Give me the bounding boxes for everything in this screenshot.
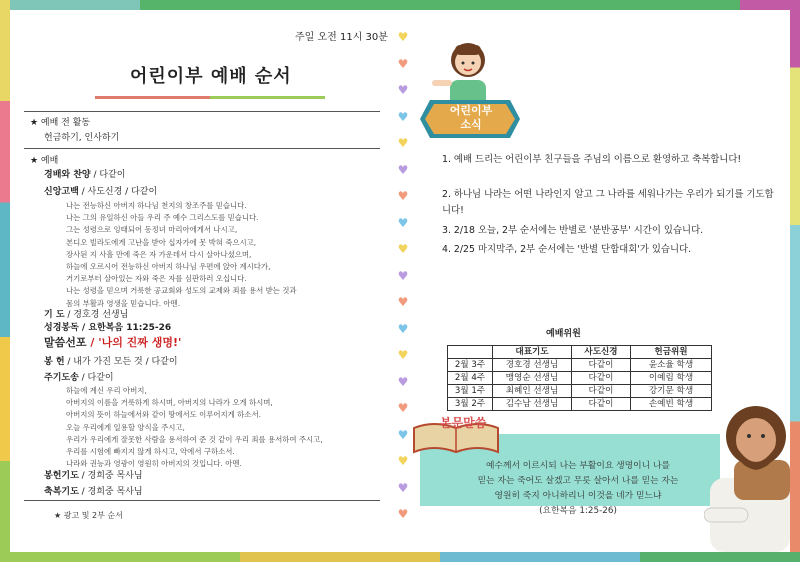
order-prayer	[44, 307, 128, 320]
order-title: 경배와 찬양	[44, 170, 91, 180]
verse-line: 예수께서 이르시되 나는 부활이요 생명이니 나를	[486, 461, 670, 471]
table-cell: 강기문 학생	[631, 385, 712, 398]
table-row	[448, 372, 712, 385]
table-header-cell	[448, 346, 493, 359]
prayer-line: 나라와 권능과 영광이 영원히 아버지의 것입니다. 아멘.	[66, 459, 242, 469]
order-title: 축복기도	[44, 487, 79, 497]
table-header-row	[448, 346, 712, 359]
heart-icon: ♥	[397, 189, 409, 203]
table-cell: 김수남 선생님	[493, 398, 572, 411]
badge-line: 소식	[460, 118, 482, 131]
heart-icon: ♥	[397, 507, 409, 521]
heart-icon: ♥	[397, 242, 409, 256]
order-title: 신앙고백	[44, 187, 79, 197]
creed-line: 하늘에 오르시어 전능하신 아버지 하나님 우편에 앉아 계시다가,	[66, 262, 271, 272]
prayer-line: 우리가 우리에게 잘못한 사람을 용서하여 준 것 같이 우리 죄를 용서하여 주시고,	[66, 434, 323, 444]
order-title: 봉 헌	[44, 357, 65, 367]
order-detail: / 다같이	[90, 170, 126, 180]
order-sermon	[44, 334, 181, 350]
order-detail: / 사도신경 / 다같이	[78, 187, 158, 197]
heart-icon: ♥	[397, 136, 409, 150]
order-offering-prayer	[44, 468, 143, 481]
creed-line: 몸의 부활과 영생을 믿습니다. 아멘.	[66, 298, 181, 308]
frame-right-stripe	[790, 0, 800, 562]
lords-prayer-text	[66, 385, 323, 470]
table-header-cell: 사도신경	[572, 346, 631, 359]
table-cell: 3월 2주	[448, 398, 493, 411]
order-benediction	[44, 484, 143, 497]
table-cell: 경호경 선생님	[493, 359, 572, 372]
heart-icon: ♥	[397, 427, 409, 442]
announcement-note: ★ 광고 및 2부 순서	[54, 511, 123, 520]
order-detail: / 경희중 목사님	[78, 487, 143, 497]
creed-line: 거기로부터 살아있는 자와 죽은 자를 심판하러 오십니다.	[66, 274, 247, 284]
table-cell: 2월 4주	[448, 372, 493, 385]
heart-icon: ♥	[397, 348, 409, 362]
prayer-line: 하늘에 계신 우리 아버지,	[66, 386, 147, 395]
frame-top-left-stripe	[0, 0, 140, 10]
heart-icon: ♥	[397, 56, 409, 71]
apostles-creed-text	[66, 200, 297, 310]
order-title: 말씀선포	[44, 336, 87, 349]
pre-worship-content: 헌금하기, 인사하기	[44, 133, 120, 143]
table-cell: 2월 3주	[448, 359, 493, 372]
prayer-line: 아버지의 이름을 거룩하게 하시며, 아버지의 나라가 오게 하시며,	[66, 398, 273, 408]
creed-line: 그는 성령으로 잉태되어 동정녀 마리아에게서 나시고,	[66, 225, 238, 235]
prayer-line: 아버지의 뜻이 하늘에서와 같이 땅에서도 이루어지게 하소서.	[66, 410, 261, 420]
order-praise	[44, 167, 125, 180]
heart-divider	[396, 30, 410, 534]
verse-text	[428, 459, 728, 519]
order-title: 봉헌기도	[44, 471, 79, 481]
duty-title: 예배위원	[546, 329, 581, 339]
heart-icon: ♥	[397, 374, 409, 389]
verse-line: (요한복음 1:25-26)	[539, 506, 617, 516]
divider	[24, 500, 380, 501]
news-item: 2. 하나님 나라는 어떤 나라인지 알고 그 나라를 세워나가는 우리가 되기를 기도합니다!	[442, 189, 774, 216]
order-creed	[44, 184, 157, 197]
table-cell: 최혜인 선생님	[493, 385, 572, 398]
order-detail: / 내가 가진 모든 것 / 다같이	[64, 357, 178, 367]
prayer-line: 우리를 시험에 빠지지 않게 하시고, 악에서 구하소서.	[66, 447, 235, 457]
divider	[24, 111, 380, 112]
news-item: 1. 예배 드리는 어린이부 친구들을 주님의 이름으로 환영하고 축복합니다!	[442, 154, 742, 165]
heart-icon: ♥	[397, 321, 409, 336]
heart-icon: ♥	[397, 295, 409, 309]
heart-icon: ♥	[397, 480, 409, 495]
order-lords-prayer	[44, 370, 114, 383]
table-cell: 손예빈 학생	[631, 398, 712, 411]
order-reading	[44, 320, 171, 333]
verse-label: 본문말씀	[440, 416, 487, 430]
table-header-cell: 헌금위원	[631, 346, 712, 359]
order-detail: / 다같이	[78, 373, 114, 383]
creed-line: 장사된 지 사흘 만에 죽은 자 가운데서 다시 살아나셨으며,	[66, 249, 252, 259]
worship-heading: ★ 예배	[30, 156, 59, 166]
prayer-line: 오늘 우리에게 일용할 양식을 주시고,	[66, 422, 185, 432]
order-detail: / 경희중 목사님	[78, 471, 143, 481]
heart-icon: ♥	[397, 83, 409, 97]
divider	[24, 148, 380, 149]
table-row	[448, 359, 712, 372]
table-cell: 맹영순 선생님	[493, 372, 572, 385]
creed-line: 나는 그의 유일하신 아들 우리 주 예수 그리스도를 믿습니다.	[66, 213, 259, 223]
badge-line: 어린이부	[449, 104, 493, 117]
table-cell: 윤소율 학생	[631, 359, 712, 372]
service-time: 주일 오전 11시 30분	[295, 32, 388, 43]
order-separator: /	[86, 336, 99, 349]
order-title: 성경봉독	[44, 323, 79, 333]
news-badge-label	[432, 104, 510, 132]
table-header-cell: 대표기도	[493, 346, 572, 359]
heart-icon: ♥	[397, 401, 409, 415]
page-title: 어린이부 예배 순서	[130, 66, 292, 87]
creed-line: 나는 전능하신 아버지 하나님 천지의 창조주를 믿습니다.	[66, 201, 247, 210]
order-detail: / 경호경 선생님	[64, 310, 129, 320]
table-row	[448, 385, 712, 398]
verse-line: 믿는 자는 죽어도 살겠고 무릇 살아서 나를 믿는 자는	[477, 476, 679, 486]
news-item: 3. 2/18 오늘, 2부 순서에는 반별로 '분반공부' 시간이 있습니다.	[442, 225, 704, 236]
heart-icon: ♥	[397, 215, 409, 230]
heart-icon: ♥	[397, 454, 409, 468]
frame-top-stripe	[140, 0, 740, 10]
pre-worship-heading: ★ 예배 전 활동	[30, 118, 91, 128]
title-underline	[95, 96, 325, 99]
heart-icon: ♥	[397, 268, 409, 283]
heart-icon: ♥	[397, 162, 409, 177]
creed-line: 본디오 빌라도에게 고난을 받아 십자가에 못 박혀 죽으시고,	[66, 237, 257, 247]
order-offering	[44, 354, 178, 367]
table-cell: 이예림 학생	[631, 372, 712, 385]
order-title: 기 도	[44, 310, 65, 320]
table-cell: 다같이	[572, 372, 631, 385]
table-cell: 다같이	[572, 385, 631, 398]
sermon-title: '나의 진짜 생명!'	[98, 336, 182, 349]
table-cell: 다같이	[572, 398, 631, 411]
frame-bottom-stripe	[0, 552, 800, 562]
frame-left-stripe	[0, 0, 10, 562]
news-item: 4. 2/25 마지막주, 2부 순서에는 '반별 단합대회'가 있습니다.	[442, 244, 692, 255]
table-cell: 3월 1주	[448, 385, 493, 398]
table-cell: 다같이	[572, 359, 631, 372]
verse-line: 영원히 죽지 아니하리니 이것을 네가 믿느냐	[494, 491, 662, 501]
order-title: 주기도송	[44, 373, 79, 383]
heart-icon: ♥	[397, 109, 409, 124]
order-detail: / 요한복음 11:25-26	[78, 323, 172, 333]
jesus-illustration-icon	[704, 388, 790, 552]
heart-icon: ♥	[397, 30, 409, 44]
creed-line: 나는 성령을 믿으며 거룩한 공교회와 성도의 교제와 죄를 용서 받는 것과	[66, 286, 297, 296]
